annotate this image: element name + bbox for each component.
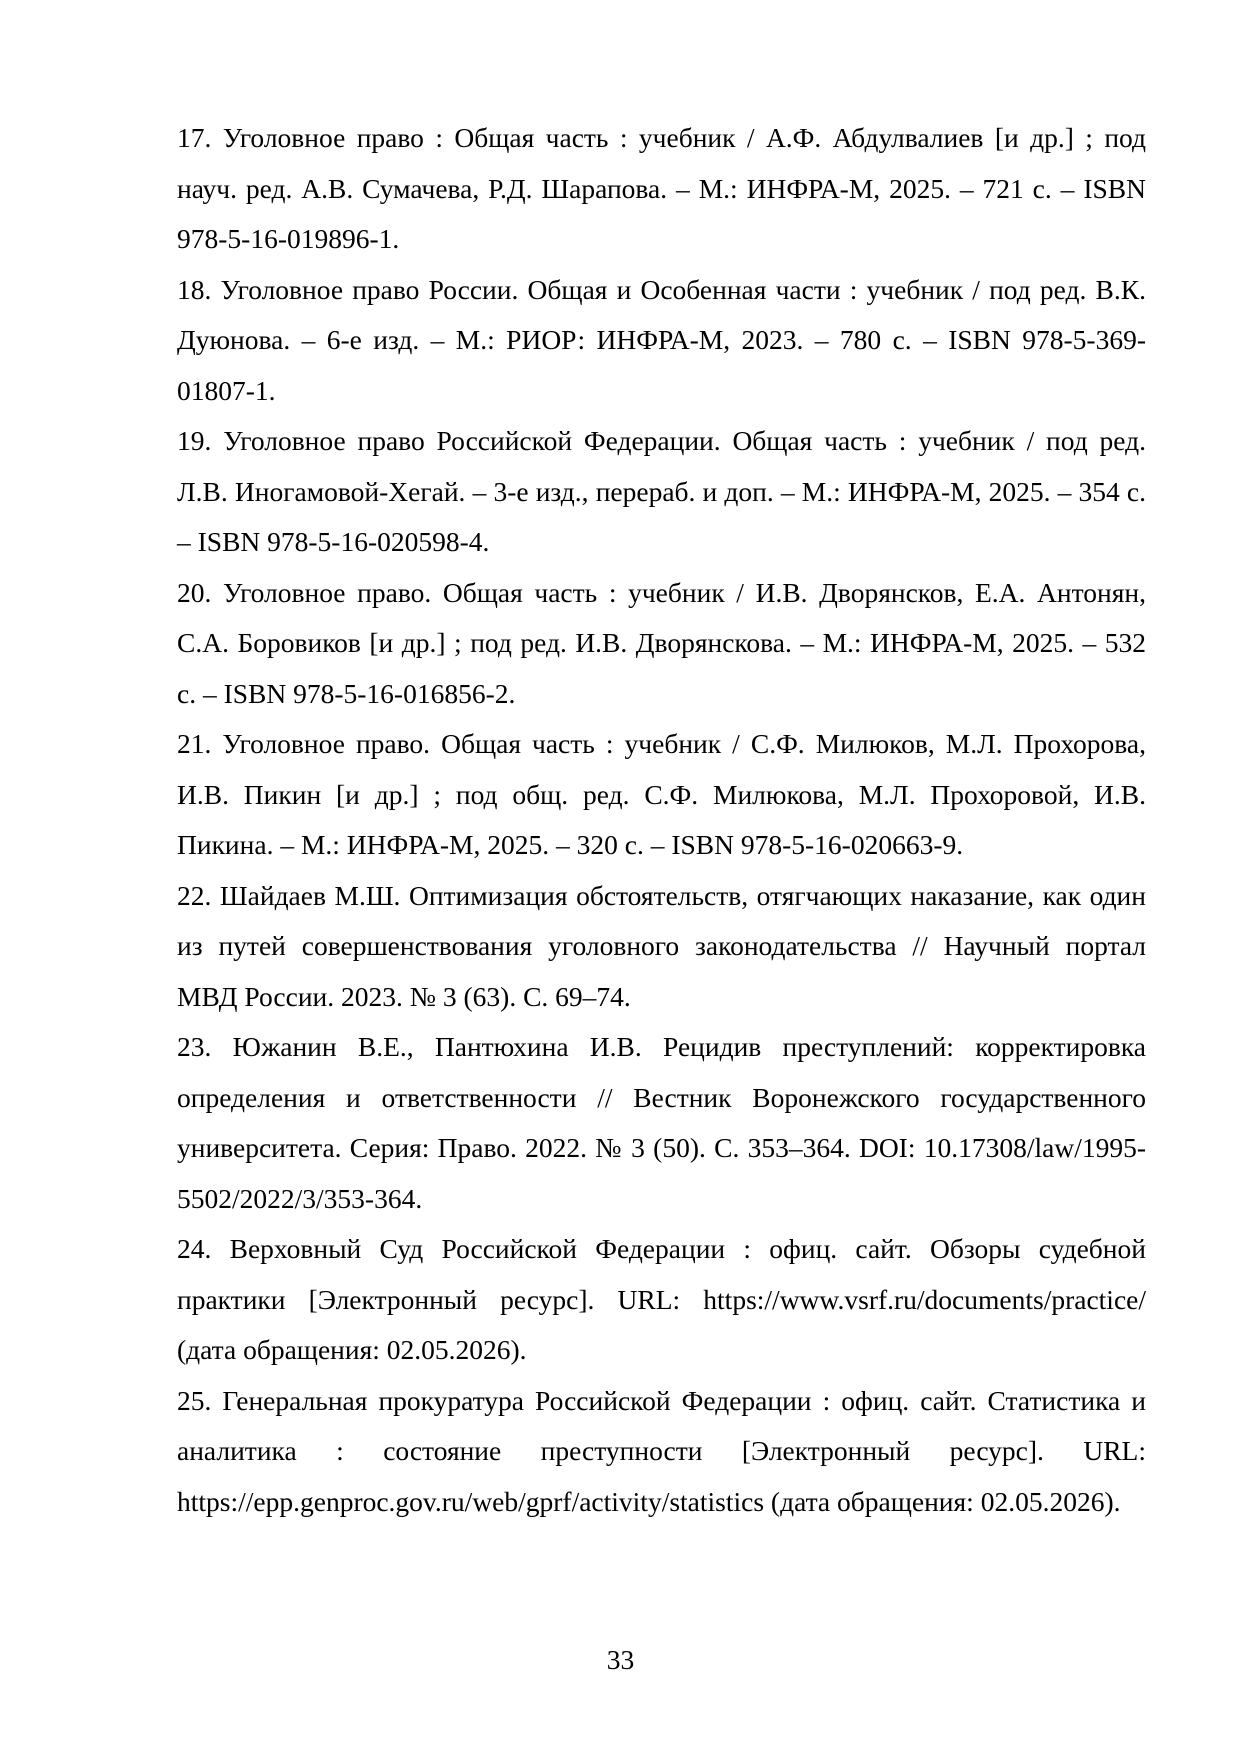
- reference-item: 24. Верховный Суд Российской Федерации : офиц. сайт. Обзоры судебной практики [Электронный ресурс]. URL: https://www.vsrf.ru/documents/practice/ (дата обращения: 02.05.2026).: [177, 1233, 1146, 1365]
- reference-item: 25. Генеральная прокуратура Российской Федерации : офиц. сайт. Статистика и аналитика : состояние преступности [Электронный ресурс]. URL: https://epp.genproc.gov.ru/web/gprf/activity/statistics (дата обращения: 02.05.2026).: [177, 1384, 1146, 1517]
- reference-item: 17. Уголовное право : Общая часть : учебник / А.Ф. Абдулвалиев [и др.] ; под науч. ред. А.В. Сумачева, Р.Д. Шарапова. – М.: ИНФРА-М, 2025. – 721 с. – ISBN 978-5-16-019896-1.: [177, 122, 1146, 254]
- reference-item: 20. Уголовное право. Общая часть : учебник / И.В. Дворянсков, Е.А. Антонян, С.А. Боровиков [и др.] ; под ред. И.В. Дворянскова. – М.: ИНФРА-М, 2025. – 532 с. – ISBN 978-5-16-016856-2.: [177, 576, 1146, 709]
- reference-item: 19. Уголовное право Российской Федерации. Общая часть : учебник / под ред. Л.В. Иногамовой-Хегай. – 3-е изд., перераб. и доп. – М.: ИНФРА-М, 2025. – 354 с. – ISBN 978-5-16-020598-4.: [177, 425, 1146, 557]
- reference-item: 22. Шайдаев М.Ш. Оптимизация обстоятельств, отягчающих наказание, как один из путей совершенствования уголовного законодательства // Научный портал МВД России. 2023. № 3 (63). С. 69–74.: [177, 879, 1146, 1012]
- reference-item: 23. Южанин В.Е., Пантюхина И.В. Рецидив преступлений: корректировка определения и ответственности // Вестник Воронежского государственного университета. Серия: Право. 2022. № 3 (50). С. 353–364. DOI: 10.17308/law/1995-5502/2022/3/353-364.: [177, 1031, 1146, 1214]
- reference-item: 18. Уголовное право России. Общая и Особенная части : учебник / под ред. В.К. Дуюнова. – 6-е изд. – М.: РИОР: ИНФРА-М, 2023. – 780 с. – ISBN 978-5-369-01807-1.: [177, 273, 1146, 406]
- reference-list: [177, 113, 1146, 1527]
- page-number: 33: [606, 1644, 635, 1675]
- reference-item: 21. Уголовное право. Общая часть : учебник / С.Ф. Милюков, М.Л. Прохорова, И.В. Пикин [и др.] ; под общ. ред. С.Ф. Милюкова, М.Л. Прохоровой, И.В. Пикина. – М.: ИНФРА-М, 2025. – 320 с. – ISBN 978-5-16-020663-9.: [177, 728, 1146, 860]
